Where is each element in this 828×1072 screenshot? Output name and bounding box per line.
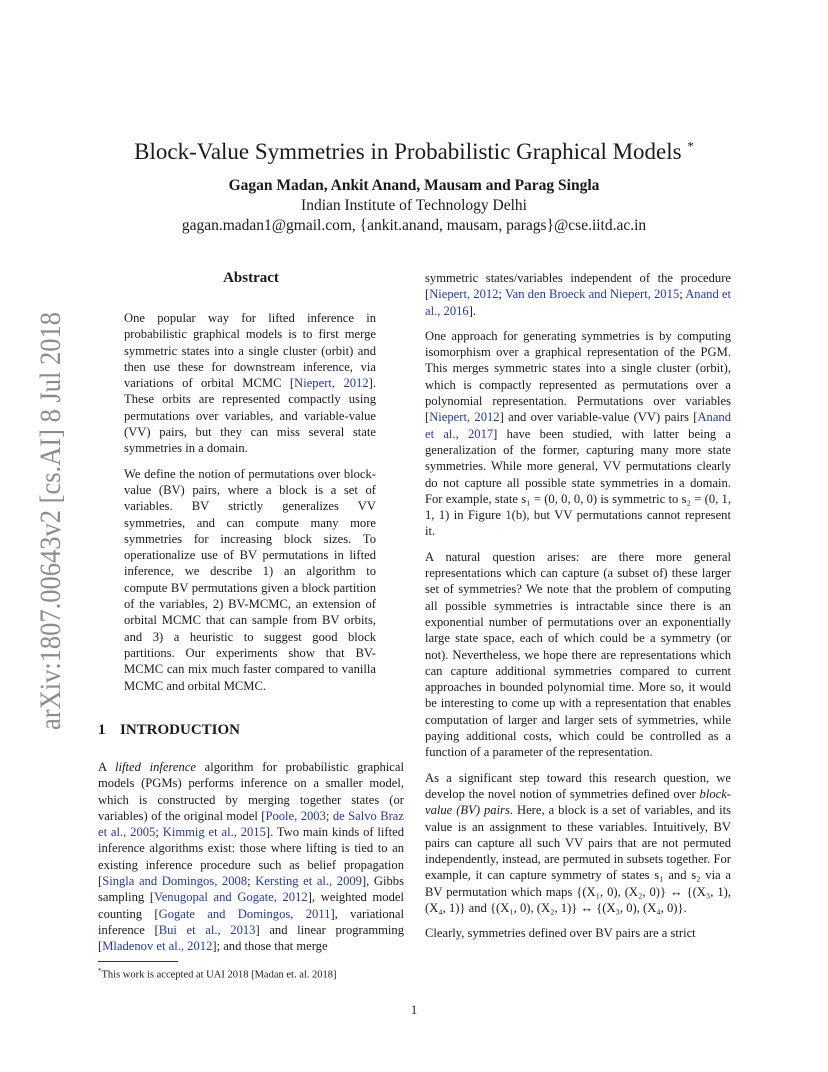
body-text: ] have been studied, with latter being a generalization of the former, capturing many more state symmetries. While more general, VV permutations clearly do not capture all possible state symmetries in a domain. For example, state s₁ = (0, 0, 0, 0) is symmetric to s₂ = (0, 1, 1, 1) in Figure xyxy=(425,426,732,523)
citation-link[interactable]: Kimmig et al., 2015 xyxy=(162,825,266,840)
right-paragraph-4 xyxy=(425,770,731,917)
citation-link[interactable]: Van den Broeck and Niepert, 2015 xyxy=(504,287,680,302)
figure-link[interactable]: 1 xyxy=(505,508,512,523)
body-text: algorithm for probabilistic graphical models (PGMs) performs inference on a smaller model, which is constructed by merging together states (or variables) of the original model [ xyxy=(98,760,404,823)
abstract-text: One popular way for lifted inference in probabilistic graphical models is to first merge symmetric states into a single cluster (orbit) and then use these for downstream inference, via variations of orbital MCMC [ xyxy=(124,311,376,391)
citation-link[interactable]: Gogate and Domingos, 2011 xyxy=(158,906,331,921)
body-text: ; xyxy=(247,874,256,889)
footnote-rule xyxy=(98,961,178,962)
body-text: (b), but VV permutations cannot represent it. xyxy=(425,508,731,539)
citation-link[interactable]: Mladenov et al., 2012 xyxy=(102,939,213,954)
footnote-mark: * xyxy=(98,967,102,975)
abstract-paragraph-1 xyxy=(124,310,376,457)
body-text: ]. Two main kinds of lifted inference algorithms exist: those where lifting is tied to an existing inference procedure such as belief propagation [ xyxy=(98,825,404,889)
emphasis-text: lifted inference xyxy=(115,760,196,774)
body-text: ] and over variable-value (VV) pairs [ xyxy=(499,410,698,425)
body-text: One approach for generating symmetries is by computing isomorphism over a graphical representation of the PGM. This merges symmetric states into a single cluster (orbit), which is compactly represented as permutations over a polynomial representation. Permutations over variables [ xyxy=(425,328,731,425)
abstract-text: ]. These orbits are represented compactly using permutations over variables, and variable-value (VV) pairs, but they can miss several state symmetries in a domain. xyxy=(124,376,376,456)
right-column xyxy=(425,270,731,951)
affiliation: Indian Institute of Technology Delhi xyxy=(301,197,527,214)
right-paragraph-1 xyxy=(425,270,731,319)
section-heading xyxy=(98,722,240,739)
body-text: ], Gibbs sampling [ xyxy=(98,874,404,905)
page-number: 1 xyxy=(410,1003,418,1017)
abstract-body xyxy=(124,310,376,703)
citation-link[interactable]: Anand et al., 2017 xyxy=(425,410,732,441)
citation-link[interactable]: Niepert, 2012 xyxy=(294,376,369,391)
body-text: ; xyxy=(679,287,686,302)
intro-paragraph xyxy=(98,759,404,955)
right-paragraph-5: Clearly, symmetries defined over BV pairs are a strict xyxy=(425,926,696,941)
body-text: ; xyxy=(325,808,333,823)
body-text: ], variational inference [ xyxy=(98,906,405,937)
emphasis-text: block-value (BV) pairs xyxy=(425,786,731,818)
footnote xyxy=(98,965,337,982)
body-text: A xyxy=(98,760,116,774)
section-number: 1 xyxy=(98,722,106,738)
citation-link[interactable]: Anand et al., 2016 xyxy=(425,287,732,318)
body-text: ]. xyxy=(468,303,477,318)
body-text: ], weighted model counting [ xyxy=(98,890,404,921)
title-text: Block-Value Symmetries in Probabilistic Graphical Models xyxy=(134,139,682,164)
arxiv-stamp xyxy=(28,310,72,730)
body-text: ; xyxy=(155,825,163,840)
citation-link[interactable]: de Salvo Braz et al., 2005 xyxy=(98,808,404,840)
abstract-paragraph-2: We define the notion of permutations over block-value (BV) pairs, where a block is a set of variables. BV strictly generalizes VV symmetries, and can compute many more symmetries for increasing block sizes. To operationalize use of BV permutations in lifted inference, we describe 1) an algorithm to compute BV permutations given a block partition of the variables, 2) BV-MCMC, an extension of orbital MCMC that can sample from BV orbits, and 3) a heuristic to suggest good block partitions. Our experiments show that BV-MCMC can mix much faster compared to vanilla MCMC and orbital MCMC. xyxy=(124,466,376,693)
citation-link[interactable]: Poole, 2003 xyxy=(265,808,326,823)
body-text: ; xyxy=(498,287,505,302)
paper-title xyxy=(0,137,828,167)
right-paragraph-3: A natural question arises: are there more general representations which can capture (a subset of) these larger set of symmetries? We note that the problem of computing all possible symmetries is intractable since there is an exponential number of permutations over an exponentially large state space, each of which could be a symmetry (or not). Nevertheless, we hope there are representations which can capture additional symmetries compared to current approaches in bounded polynomial time. More so, it would be interesting to come up with a representation that enables computation of larger and larger sets of symmetries, while paying additional costs, which could be controlled as a function of a parameter of the representation. xyxy=(425,549,731,760)
citation-link[interactable]: Niepert, 2012 xyxy=(429,410,500,425)
abstract-heading: Abstract xyxy=(223,270,279,286)
citation-link[interactable]: Niepert, 2012 xyxy=(429,287,499,302)
citation-link[interactable]: Bui et al., 2013 xyxy=(158,922,256,937)
body-text: symmetric states/variables independent of the procedure [ xyxy=(425,271,731,302)
authors: Gagan Madan, Ankit Anand, Mausam and Parag Singla xyxy=(228,177,600,194)
body-text: . Here, a block is a set of variables, and its value is an assignment to these variables. Intuitively, BV pairs can capture all such VV pairs that are not permuted independently, instead, are permuted in subsets together. For example, it can capture symmetry of states s₁ and s₂ via a BV permutation which maps {(X₁, 0), (X₂, 0)} ↔ {(X₃, 1), (X₄, 1)} and {(X₁, 0), (X₂, 1)} ↔ {(X₃, 0), (X₄, 0)}. xyxy=(425,803,731,915)
arxiv-stamp-text: arXiv:1807.00643v2 [cs.AI] 8 Jul 2018 xyxy=(34,310,67,730)
body-text: As a significant step toward this research question, we develop the novel notion of symmetries defined over xyxy=(425,770,731,801)
title-footnote-mark: * xyxy=(687,138,694,154)
body-text: ]; and those that merge xyxy=(212,939,328,954)
section-title: INTRODUCTION xyxy=(120,722,241,738)
citation-link[interactable]: Venugopal and Gogate, 2012 xyxy=(154,890,308,905)
footnote-text: This work is accepted at UAI 2018 [Madan et. al. 2018] xyxy=(101,969,337,981)
body-text: ] and linear programming [ xyxy=(98,922,405,954)
right-paragraph-2 xyxy=(425,328,731,540)
citation-link[interactable]: Singla and Domingos, 2008 xyxy=(102,874,248,889)
citation-link[interactable]: Kersting et al., 2009 xyxy=(255,874,362,889)
emails: gagan.madan1@gmail.com, {ankit.anand, mausam, parags}@cse.iitd.ac.in xyxy=(181,217,647,234)
